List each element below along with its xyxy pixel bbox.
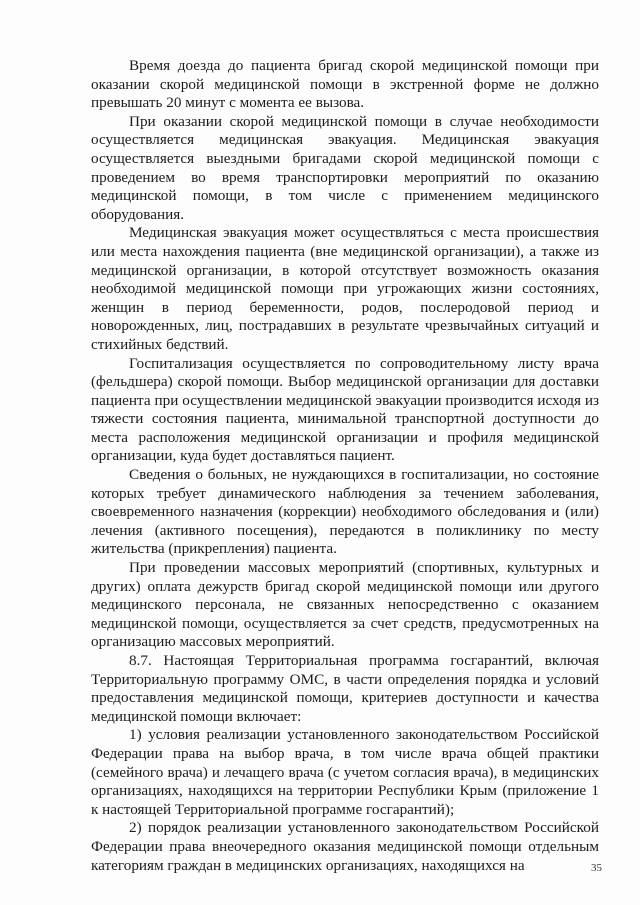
paragraph-ambulance-arrival-time: Время доезда до пациента бригад скорой медицинской помощи при оказании скорой медицинской помощи в экстренной форме не должно превышать 20 минут с момента ее вызова. [91, 57, 599, 112]
paragraph-mass-events: При проведении массовых мероприятий (спортивных, культурных и других) оплата дежурств бригад скорой медицинской помощи или другого медицинского персонала, не связанных непосредственно с оказанием медицинской помощи, осуществляется за счет средств, предусмотренных на организацию массовых мероприятий. [91, 559, 599, 651]
paragraph-medical-evacuation: При оказании скорой медицинской помощи в случае необходимости осуществляется медицинская эвакуация. Медицинская эвакуация осуществляется выездными бригадами скорой медицинской помощи с проведением во время транспортировки мероприятий по оказанию медицинской помощи, в том числе с применением медицинского оборудования. [91, 112, 599, 223]
paragraph-patient-information: Сведения о больных, не нуждающихся в госпитализации, но состояние которых требует динамического наблюдения за течением заболевания, своевременного назначения (коррекции) необходимого обследования и (или) лечения (активного посещения), передаются в поликлинику по месту жительства (прикрепления) пациента. [91, 466, 599, 558]
body-text [91, 57, 599, 875]
page-number: 35 [591, 862, 602, 874]
list-item-2: 2) порядок реализации установленного законодательством Российской Федерации права внеочередного оказания медицинской помощи отдельным категориям граждан в медицинских организациях, находящихся на [91, 819, 599, 874]
list-item-1: 1) условия реализации установленного законодательством Российской Федерации права на выбор врача, в том числе врача общей практики (семейного врача) и лечащего врача (с учетом согласия врача), в медицинских организациях, находящихся на территории Республики Крым (приложение 1 к настоящей Территориальной программе госгарантий); [91, 726, 599, 818]
paragraph-section-8-7: 8.7. Настоящая Территориальная программа госгарантий, включая Территориальную программу ОМС, в части определения порядка и условий предоставления медицинской помощи, критериев доступности и качества медицинской помощи включает: [91, 652, 599, 725]
paragraph-hospitalization: Госпитализация осуществляется по сопроводительному листу врача (фельдшера) скорой помощи. Выбор медицинской организации для доставки пациента при осуществлении медицинской эвакуации производится исходя из тяжести состояния пациента, минимальной транспортной доступности до места расположения медицинской организации и профиля медицинской организации, куда будет доставляться пациент. [91, 354, 599, 465]
paragraph-evacuation-locations: Медицинская эвакуация может осуществляться с места происшествия или места нахождения пациента (вне медицинской организации), а также из медицинской организации, в которой отсутствует возможность оказания необходимой медицинской помощи при угрожающих жизни состояниях, женщин в период беременности, родов, послеродовой период и новорожденных, лиц, пострадавших в результате чрезвычайных ситуаций и стихийных бедствий. [91, 224, 599, 353]
